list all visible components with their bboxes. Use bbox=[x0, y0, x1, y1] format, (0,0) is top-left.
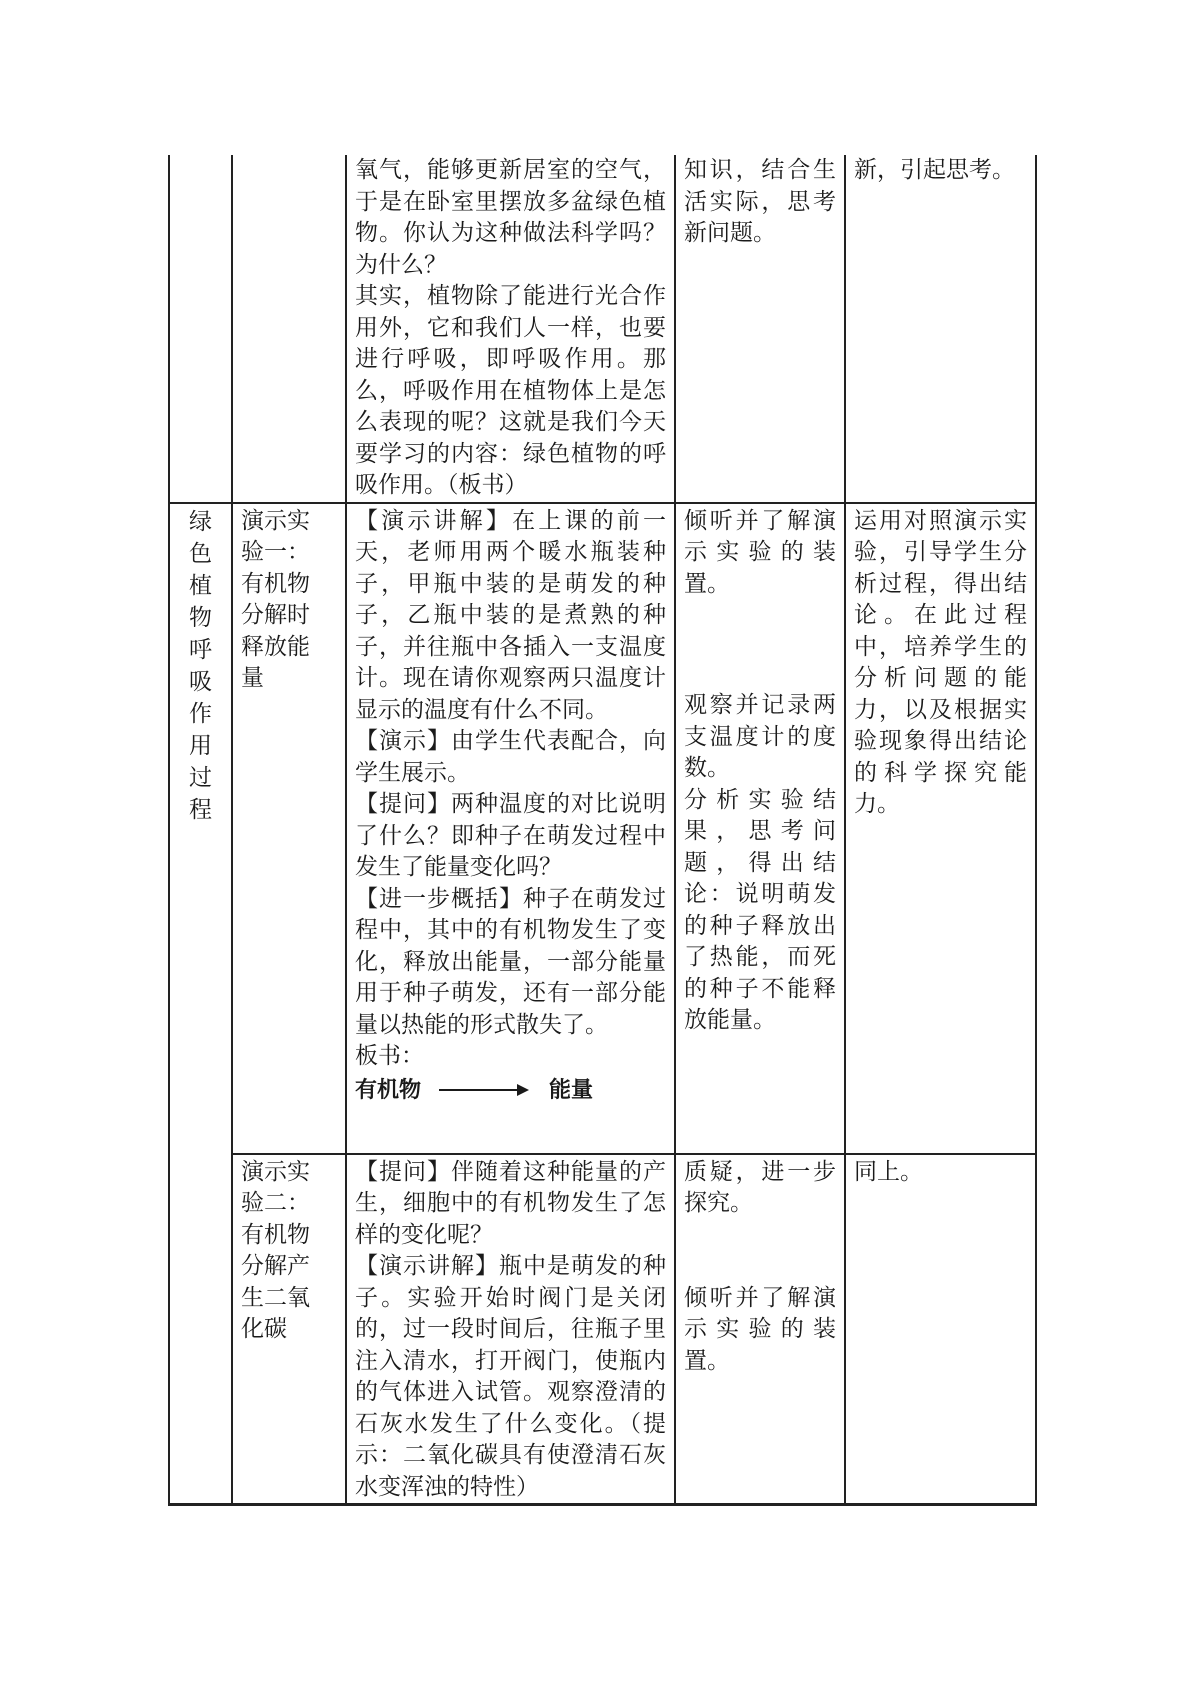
teacher-activity-cell bbox=[346, 1154, 675, 1505]
student-activity-cell bbox=[675, 1154, 845, 1505]
student-text: 观察并记录两支温度计的度数。 bbox=[684, 692, 836, 781]
topic-line: 量 bbox=[241, 665, 264, 691]
formula-left: 有机物 bbox=[355, 1077, 422, 1103]
design-intent-cell bbox=[845, 1154, 1036, 1505]
topic-line: 分解时 bbox=[241, 602, 310, 628]
phase-char: 过 bbox=[189, 764, 212, 791]
topic-line: 生二氧 bbox=[241, 1284, 310, 1311]
phase-char: 色 bbox=[189, 540, 212, 567]
design-intent-cell bbox=[845, 155, 1036, 503]
design-intent-cell bbox=[845, 503, 1036, 1154]
phase-char: 程 bbox=[189, 796, 212, 823]
topic-line: 分解产 bbox=[241, 1253, 310, 1279]
intent-text: 新，引起思考。 bbox=[854, 157, 1015, 183]
table-row bbox=[169, 503, 1036, 1154]
teacher-text: 【提问】伴随着这种能量的产生，细胞中的有机物发生了怎样的变化呢？ bbox=[355, 1158, 666, 1248]
table-row bbox=[169, 1154, 1036, 1505]
topic-cell bbox=[232, 503, 346, 1154]
student-text: 倾听并了解演示实验的装置。 bbox=[684, 1284, 836, 1374]
teacher-text: 【演示】由学生代表配合，向学生展示。 bbox=[355, 728, 666, 786]
phase-char: 呼 bbox=[189, 636, 212, 663]
phase-char: 物 bbox=[189, 604, 212, 631]
topic-line: 有机物 bbox=[241, 1221, 310, 1248]
teacher-activity-cell bbox=[346, 155, 675, 503]
student-text: 分析实验结果，思考问题，得出结论：说明萌发的种子释放出了热能，而死的种子不能释放能量。 bbox=[684, 786, 836, 1033]
student-text: 倾听并了解演示实验的装置。 bbox=[684, 507, 836, 597]
student-text: 知识，结合生活实际，思考新问题。 bbox=[684, 157, 836, 246]
phase-char: 绿 bbox=[189, 508, 212, 535]
teacher-text: 【提问】两种温度的对比说明了什么？即种子在萌发过程中发生了能量变化吗？ bbox=[355, 791, 666, 880]
teacher-text: 【演示讲解】瓶中是萌发的种子。实验开始时阀门是关闭的，过一段时间后，往瓶子里注入清水，打开阀门，使瓶内的气体进入试管。观察澄清的石灰水发生了什么变化。（提示：二氧化碳具有使澄清石灰水变浑浊的特性） bbox=[355, 1253, 666, 1500]
table-row bbox=[169, 155, 1036, 503]
topic-cell bbox=[232, 155, 346, 503]
phase-cell bbox=[169, 1154, 232, 1505]
topic-line: 释放能 bbox=[241, 633, 310, 660]
phase-cell bbox=[169, 503, 232, 1154]
topic-line: 有机物 bbox=[241, 570, 310, 597]
spacer bbox=[684, 600, 836, 690]
formula-right: 能量 bbox=[549, 1077, 594, 1103]
intent-text: 同上。 bbox=[854, 1158, 923, 1185]
student-activity-cell bbox=[675, 155, 845, 503]
phase-char: 作 bbox=[189, 700, 212, 727]
teacher-text: 氧气，能够更新居室的空气，于是在卧室里摆放多盆绿色植物。你认为这种做法科学吗？为什么？ bbox=[355, 157, 666, 278]
phase-char: 用 bbox=[189, 732, 212, 759]
arrow-icon bbox=[439, 1089, 525, 1091]
phase-char: 植 bbox=[189, 572, 212, 599]
topic-line: 演示实 bbox=[241, 507, 310, 534]
student-text: 质疑，进一步探究。 bbox=[684, 1158, 836, 1216]
teacher-text: 其实，植物除了能进行光合作用外，它和我们人一样，也要进行呼吸，即呼吸作用。那么，呼吸作用在植物体上是怎么表现的呢？这就是我们今天要学习的内容：绿色植物的呼吸作用。（板书） bbox=[355, 283, 666, 498]
topic-line: 化碳 bbox=[241, 1316, 287, 1342]
topic-cell bbox=[232, 1154, 346, 1505]
teacher-text: 【进一步概括】种子在萌发过程中，其中的有机物发生了变化，释放出能量，一部分能量用于种子萌发，还有一部分能量以热能的形式散失了。 bbox=[355, 885, 666, 1038]
teacher-text: 【演示讲解】在上课的前一天，老师用两个暖水瓶装种子，甲瓶中装的是萌发的种子，乙瓶中装的是煮熟的种子，并往瓶中各插入一支温度计。现在请你观察两只温度计显示的温度有什么不同。 bbox=[355, 507, 666, 723]
topic-line: 验二： bbox=[241, 1190, 310, 1216]
spacer bbox=[684, 1220, 836, 1283]
intent-text: 运用对照演示实验，引导学生分析过程，得出结论。在此过程中，培养学生的分析问题的能力，以及根据实验现象得出结论的科学探究能力。 bbox=[854, 507, 1027, 817]
teacher-activity-cell bbox=[346, 503, 675, 1154]
student-activity-cell bbox=[675, 503, 845, 1154]
phase-cell bbox=[169, 155, 232, 503]
teacher-text: 板书： bbox=[355, 1043, 424, 1069]
phase-char: 吸 bbox=[189, 668, 212, 695]
lesson-plan-table bbox=[168, 155, 1037, 1506]
topic-line: 演示实 bbox=[241, 1158, 310, 1185]
topic-line: 验一： bbox=[241, 539, 310, 565]
board-formula bbox=[355, 1075, 666, 1107]
